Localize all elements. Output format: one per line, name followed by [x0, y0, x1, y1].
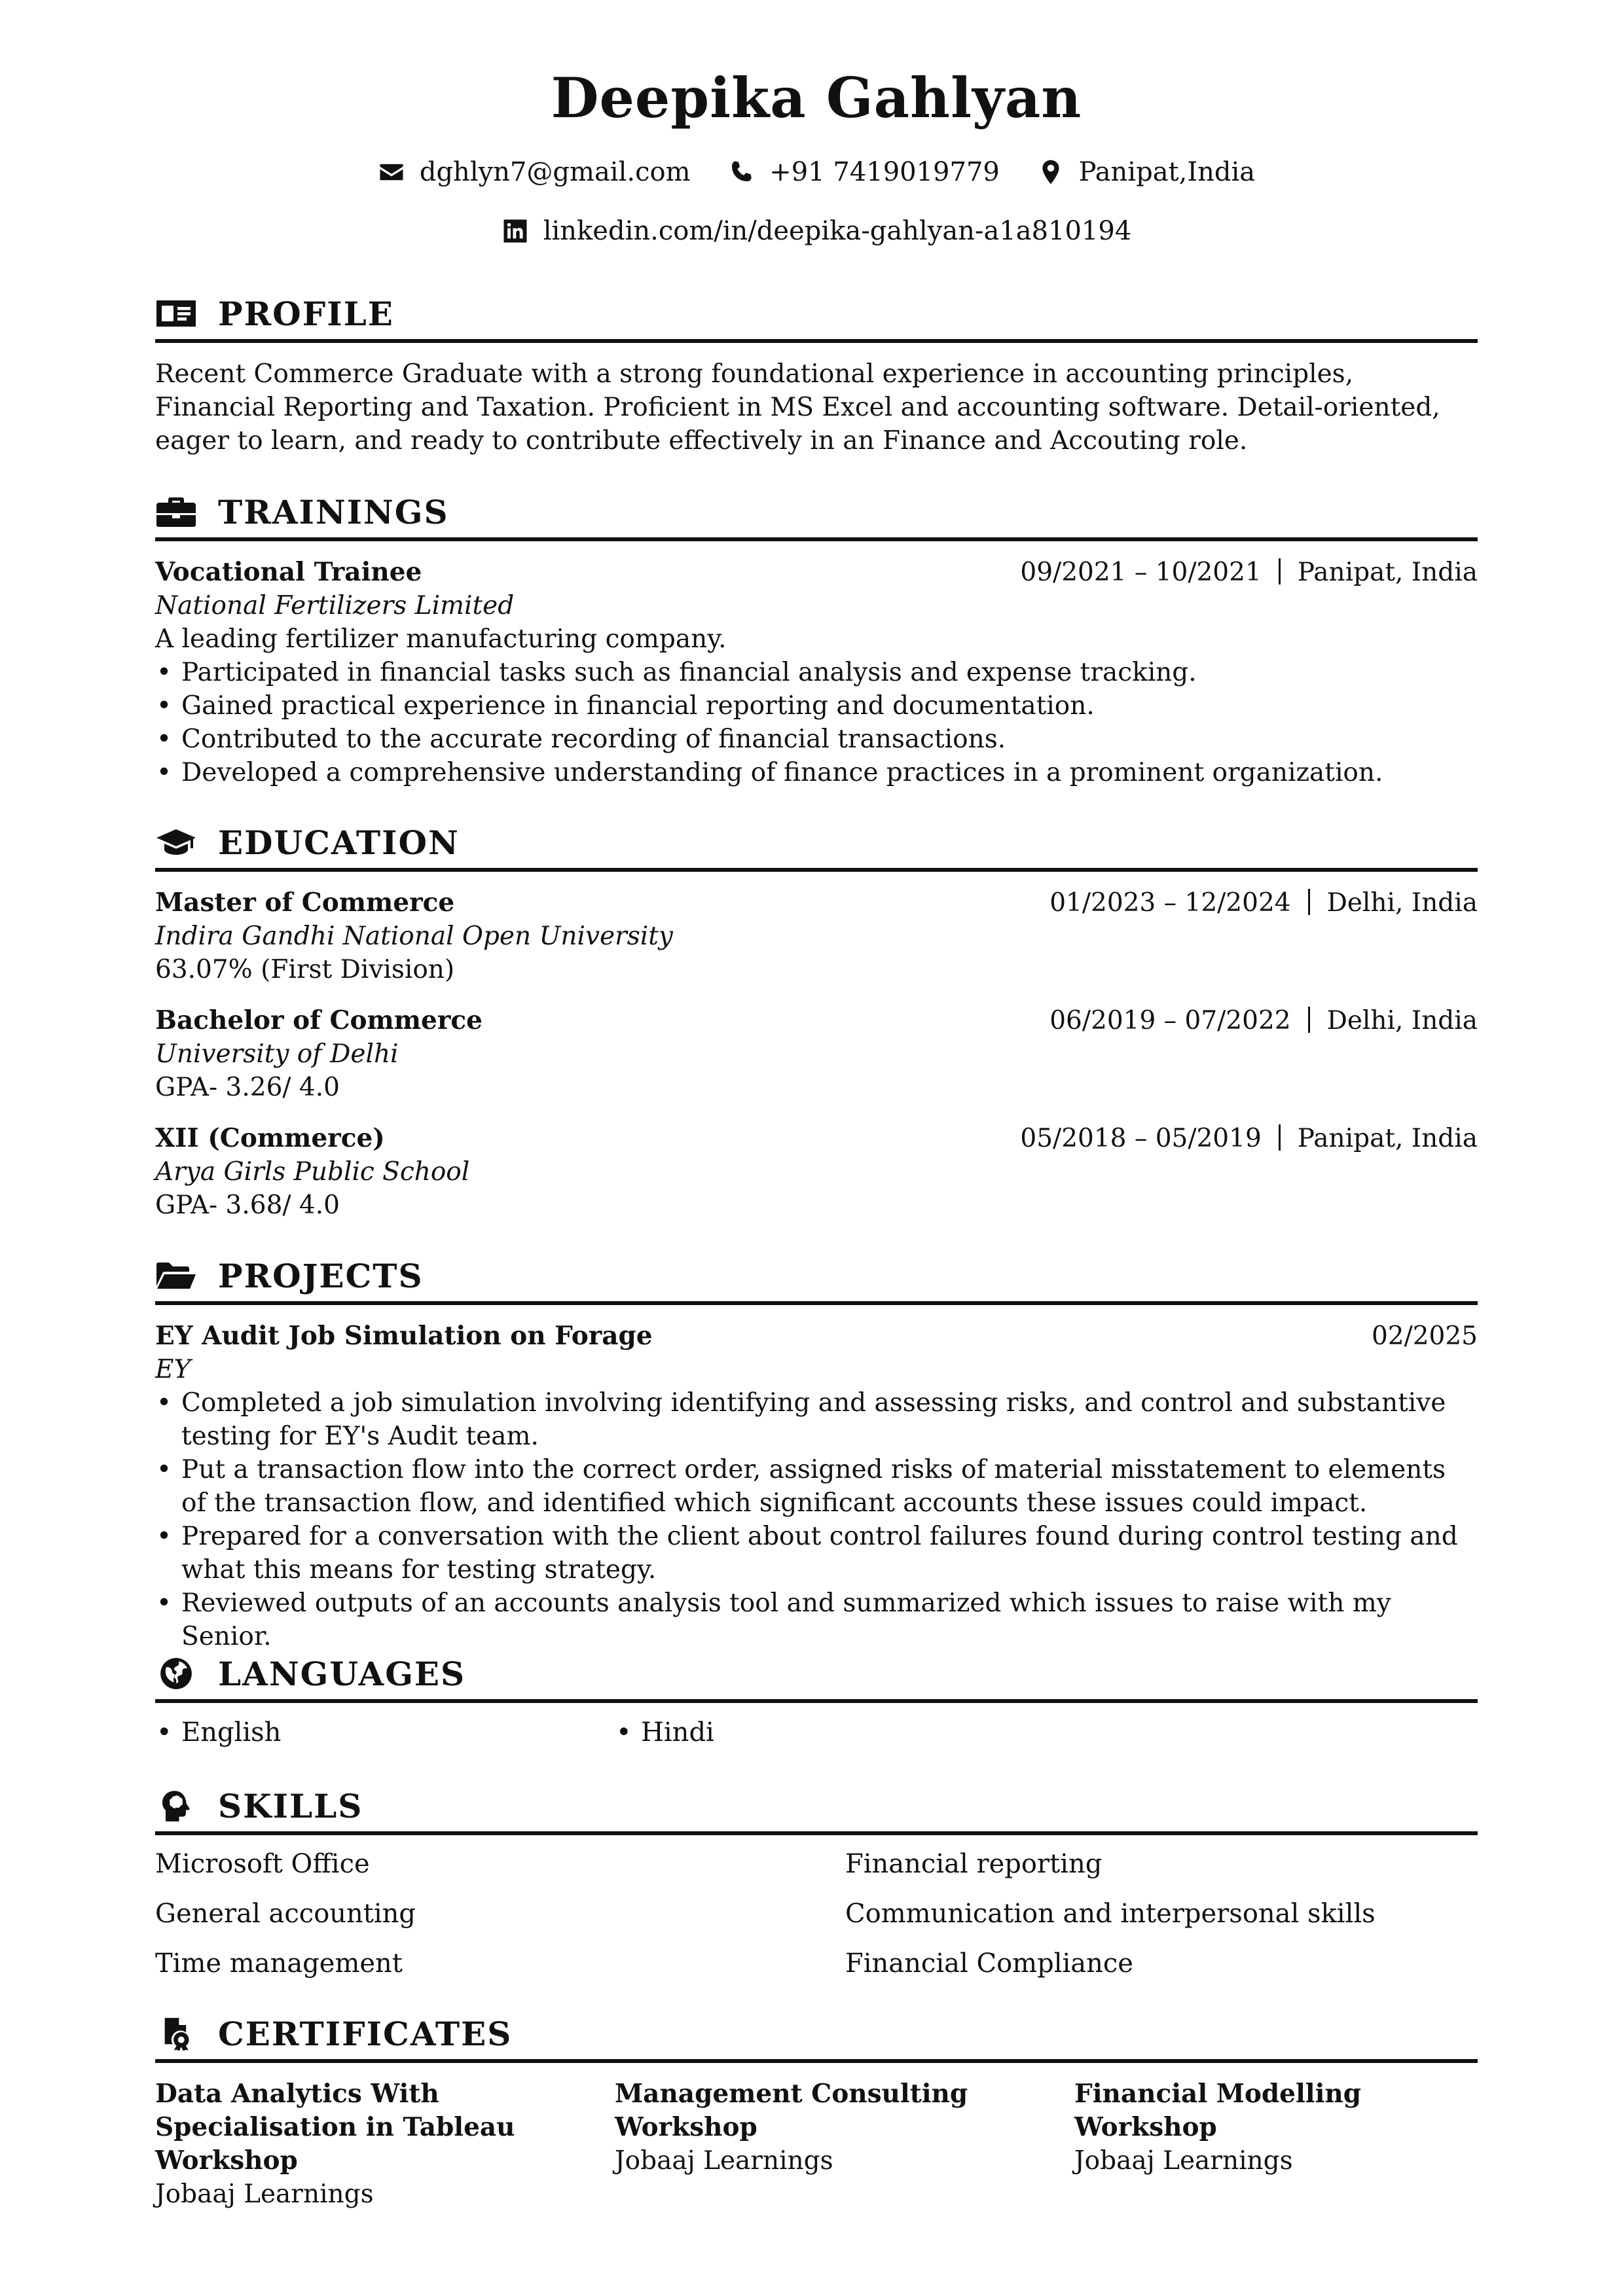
education-school: Arya Girls Public School [155, 1157, 470, 1187]
certificates-title: CERTIFICATES [218, 2014, 513, 2053]
training-location: Panipat, India [1297, 558, 1478, 587]
education-entry [155, 886, 1478, 986]
project-name: EY Audit Job Simulation on Forage [155, 1321, 653, 1351]
education-entry [155, 1122, 1478, 1222]
certificate-item [615, 2077, 1074, 2211]
contact-row-1 [155, 157, 1478, 192]
education-degree: Bachelor of Commerce [155, 1005, 483, 1035]
head-brain-icon [155, 1789, 197, 1823]
education-degree: Master of Commerce [155, 888, 455, 918]
training-entry [155, 556, 1478, 789]
education-school: Indira Gandhi National Open University [155, 922, 673, 951]
education-location: Delhi, India [1326, 1006, 1478, 1035]
education-dates: 01/2023 – 12/2024 [1049, 888, 1291, 918]
folder-open-icon [155, 1259, 197, 1293]
skill-item: Microsoft Office [155, 1849, 370, 1879]
education-header [155, 817, 1478, 872]
location-item [1037, 157, 1256, 187]
profile-text: Recent Commerce Graduate with a strong foundational experience in accounting principles, Financial Reporting and Taxation. Proficient in MS Excel and accounting software. Detail-oriented, eager to learn, and ready to contribute effectively in an Finance and Accouting role. [155, 359, 1440, 456]
certificate-issuer: Jobaaj Learnings [155, 2179, 374, 2209]
email-text: dghlyn7@gmail.com [419, 157, 691, 187]
meta-divider [1308, 1007, 1310, 1033]
phone-icon [727, 158, 755, 186]
list-item: • Developed a comprehensive understanding of finance practices in a prominent organization. [155, 756, 1478, 789]
project-org: EY [155, 1355, 191, 1384]
project-bullets [155, 1386, 1478, 1653]
certificate-item [155, 2077, 615, 2211]
skills-header [155, 1780, 1478, 1835]
education-entry [155, 1004, 1478, 1104]
list-item: • Gained practical experience in financial reporting and documentation. [155, 689, 1478, 723]
education-meta [1020, 1122, 1478, 1155]
list-item: • Contributed to the accurate recording of financial transactions. [155, 723, 1478, 756]
education-score: GPA- 3.68/ 4.0 [155, 1191, 340, 1220]
id-card-icon [155, 296, 197, 331]
project-entry [155, 1319, 1478, 1653]
linkedin-icon [501, 217, 529, 245]
education-meta [1049, 886, 1478, 920]
languages-title: LANGUAGES [218, 1654, 466, 1693]
education-title: EDUCATION [218, 823, 460, 862]
education-school: University of Delhi [155, 1039, 399, 1069]
envelope-icon [378, 158, 405, 186]
list-item: • Completed a job simulation involving identifying and assessing risks, and control and substantive testing for EY's Audit team. [155, 1386, 1478, 1453]
training-meta [1020, 556, 1478, 589]
location-text: Panipat,India [1078, 157, 1256, 187]
projects-header [155, 1250, 1478, 1305]
training-bullets [155, 656, 1478, 789]
project-date: 02/2025 [1371, 1321, 1478, 1351]
skill-item: Communication and interpersonal skills [845, 1899, 1376, 1929]
skill-item: Financial reporting [845, 1849, 1103, 1879]
phone-text: +91 7419019779 [769, 157, 1000, 187]
phone-item[interactable] [727, 157, 1000, 187]
language-item: • English [155, 1716, 615, 1749]
education-dates: 05/2018 – 05/2019 [1020, 1124, 1262, 1153]
list-item: • Prepared for a conversation with the client about control failures found during control testing and what this means for testing strategy. [155, 1520, 1478, 1587]
training-company: National Fertilizers Limited [155, 591, 515, 620]
certificates-section [155, 2008, 1478, 2211]
certificate-item [1074, 2077, 1478, 2211]
skill-item: Financial Compliance [845, 1948, 1133, 1979]
graduation-cap-icon [155, 825, 197, 859]
profile-title: PROFILE [218, 294, 394, 333]
profile-header [155, 288, 1478, 343]
list-item: • Participated in financial tasks such as financial analysis and expense tracking. [155, 656, 1478, 689]
briefcase-icon [155, 495, 197, 529]
projects-title: PROJECTS [218, 1256, 424, 1295]
training-description: A leading fertilizer manufacturing company. [155, 624, 727, 654]
certificate-issuer: Jobaaj Learnings [615, 2146, 833, 2176]
education-dates: 06/2019 – 07/2022 [1049, 1006, 1291, 1035]
education-location: Panipat, India [1297, 1124, 1478, 1153]
trainings-section [155, 486, 1478, 789]
education-score: GPA- 3.26/ 4.0 [155, 1073, 340, 1102]
globe-icon [155, 1657, 197, 1691]
certificate-issuer: Jobaaj Learnings [1074, 2146, 1293, 2176]
skill-item: Time management [155, 1948, 403, 1979]
certificates-header [155, 2008, 1478, 2063]
languages-header [155, 1648, 1478, 1703]
education-section [155, 817, 1478, 1222]
training-role: Vocational Trainee [155, 557, 422, 587]
languages-section [155, 1648, 1478, 1749]
list-item: • Put a transaction flow into the correct order, assigned risks of material misstatement to elements of the transaction flow, and identified which significant accounts these issues could impact. [155, 1453, 1478, 1520]
meta-divider [1279, 558, 1281, 584]
certificate-icon [155, 2017, 197, 2051]
trainings-header [155, 486, 1478, 541]
education-score: 63.07% (First Division) [155, 955, 455, 984]
map-pin-icon [1037, 158, 1065, 186]
contact-row-2 [155, 216, 1478, 251]
skills-section [155, 1780, 1478, 1981]
skills-title: SKILLS [218, 1786, 363, 1825]
education-meta [1049, 1004, 1478, 1037]
skills-list [155, 1848, 1478, 1981]
linkedin-text: linkedin.com/in/deepika-gahlyan-a1a810194 [543, 216, 1132, 246]
candidate-name: Deepika Gahlyan [551, 65, 1082, 130]
training-dates: 09/2021 – 10/2021 [1020, 558, 1262, 587]
education-location: Delhi, India [1326, 888, 1478, 918]
email-item[interactable] [378, 157, 691, 187]
certificate-name: Financial Modelling Workshop [1074, 2079, 1362, 2142]
language-item: • Hindi [615, 1716, 1074, 1749]
list-item: • Reviewed outputs of an accounts analysis tool and summarized which issues to raise with my Senior. [155, 1587, 1478, 1653]
education-degree: XII (Commerce) [155, 1123, 385, 1153]
languages-list [155, 1716, 1478, 1749]
education-list [155, 886, 1478, 1222]
meta-divider [1279, 1124, 1281, 1151]
certificate-name: Data Analytics With Specialisation in Tableau Workshop [155, 2079, 515, 2176]
linkedin-item[interactable] [501, 216, 1132, 246]
skill-item: General accounting [155, 1899, 416, 1929]
profile-section [155, 288, 1478, 457]
meta-divider [1308, 889, 1310, 915]
trainings-title: TRAININGS [218, 492, 449, 531]
projects-section [155, 1250, 1478, 1653]
certificates-list [155, 2077, 1478, 2211]
certificate-name: Management Consulting Workshop [615, 2079, 968, 2142]
